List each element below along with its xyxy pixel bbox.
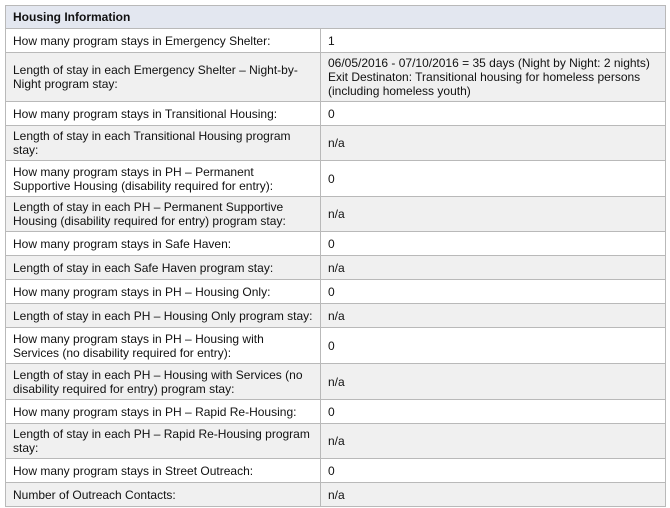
row-value-line: n/a (328, 207, 345, 221)
row-value (321, 232, 666, 256)
row-value-line: 0 (328, 106, 335, 121)
row-value (321, 126, 666, 161)
housing-rows (6, 29, 666, 507)
row-value-line: 0 (328, 284, 335, 299)
row-value (321, 304, 666, 328)
row-value (321, 161, 666, 197)
row-label: Length of stay in each Emergency Shelter – Night-by-Night program stay: (6, 53, 321, 102)
row-value-line: n/a (328, 308, 345, 323)
table-row (6, 424, 666, 459)
table-row (6, 483, 666, 507)
row-value (321, 102, 666, 126)
row-value-line: n/a (328, 487, 345, 502)
row-value-line: 0 (328, 404, 335, 419)
row-label: Length of stay in each PH – Housing Only program stay: (6, 304, 321, 328)
row-value-line: 06/05/2016 - 07/10/2016 = 35 days (Night by Night: 2 nights) (328, 56, 650, 70)
housing-information-table (5, 5, 666, 507)
table-row (6, 102, 666, 126)
row-label: How many program stays in PH – Permanent Supportive Housing (disability required for entry): (6, 161, 321, 197)
row-value-line: Exit Destinaton: Transitional housing for homeless persons (including homeless youth) (328, 70, 641, 98)
row-label: Length of stay in each PH – Rapid Re-Housing program stay: (6, 424, 321, 459)
table-row (6, 400, 666, 424)
row-value (321, 459, 666, 483)
row-label: How many program stays in PH – Housing with Services (no disability required for entry): (6, 328, 321, 364)
row-label: How many program stays in Emergency Shelter: (6, 29, 321, 53)
row-value (321, 29, 666, 53)
row-label: Length of stay in each PH – Permanent Supportive Housing (disability required for entry) program stay: (6, 197, 321, 232)
table-row (6, 328, 666, 364)
housing-information-panel (5, 5, 665, 507)
row-value-line: 0 (328, 236, 335, 251)
row-label: How many program stays in PH – Housing Only: (6, 280, 321, 304)
row-label: Length of stay in each PH – Housing with Services (no disability required for entry) program stay: (6, 364, 321, 400)
section-title: Housing Information (6, 6, 666, 29)
row-label: How many program stays in Safe Haven: (6, 232, 321, 256)
row-value-line: n/a (328, 136, 345, 150)
table-row (6, 280, 666, 304)
table-row (6, 53, 666, 102)
row-value (321, 400, 666, 424)
table-row (6, 459, 666, 483)
row-value-line: 0 (328, 338, 335, 353)
table-row (6, 304, 666, 328)
table-row (6, 29, 666, 53)
table-row (6, 364, 666, 400)
table-row (6, 232, 666, 256)
row-value (321, 197, 666, 232)
row-value-line: n/a (328, 260, 345, 275)
row-label: How many program stays in Street Outreach: (6, 459, 321, 483)
row-value (321, 328, 666, 364)
row-value (321, 483, 666, 507)
row-value-line: 1 (328, 33, 335, 48)
row-label: How many program stays in PH – Rapid Re-Housing: (6, 400, 321, 424)
row-value (321, 364, 666, 400)
table-row (6, 126, 666, 161)
row-value-line: 0 (328, 463, 335, 478)
row-label: How many program stays in Transitional Housing: (6, 102, 321, 126)
row-value (321, 280, 666, 304)
row-value-line: n/a (328, 374, 345, 389)
row-value-line: 0 (328, 171, 335, 186)
row-label: Length of stay in each Transitional Housing program stay: (6, 126, 321, 161)
row-label: Number of Outreach Contacts: (6, 483, 321, 507)
row-label: Length of stay in each Safe Haven program stay: (6, 256, 321, 280)
table-row (6, 197, 666, 232)
row-value (321, 256, 666, 280)
row-value (321, 53, 666, 102)
row-value (321, 424, 666, 459)
table-row (6, 161, 666, 197)
table-row (6, 256, 666, 280)
row-value-line: n/a (328, 434, 345, 448)
